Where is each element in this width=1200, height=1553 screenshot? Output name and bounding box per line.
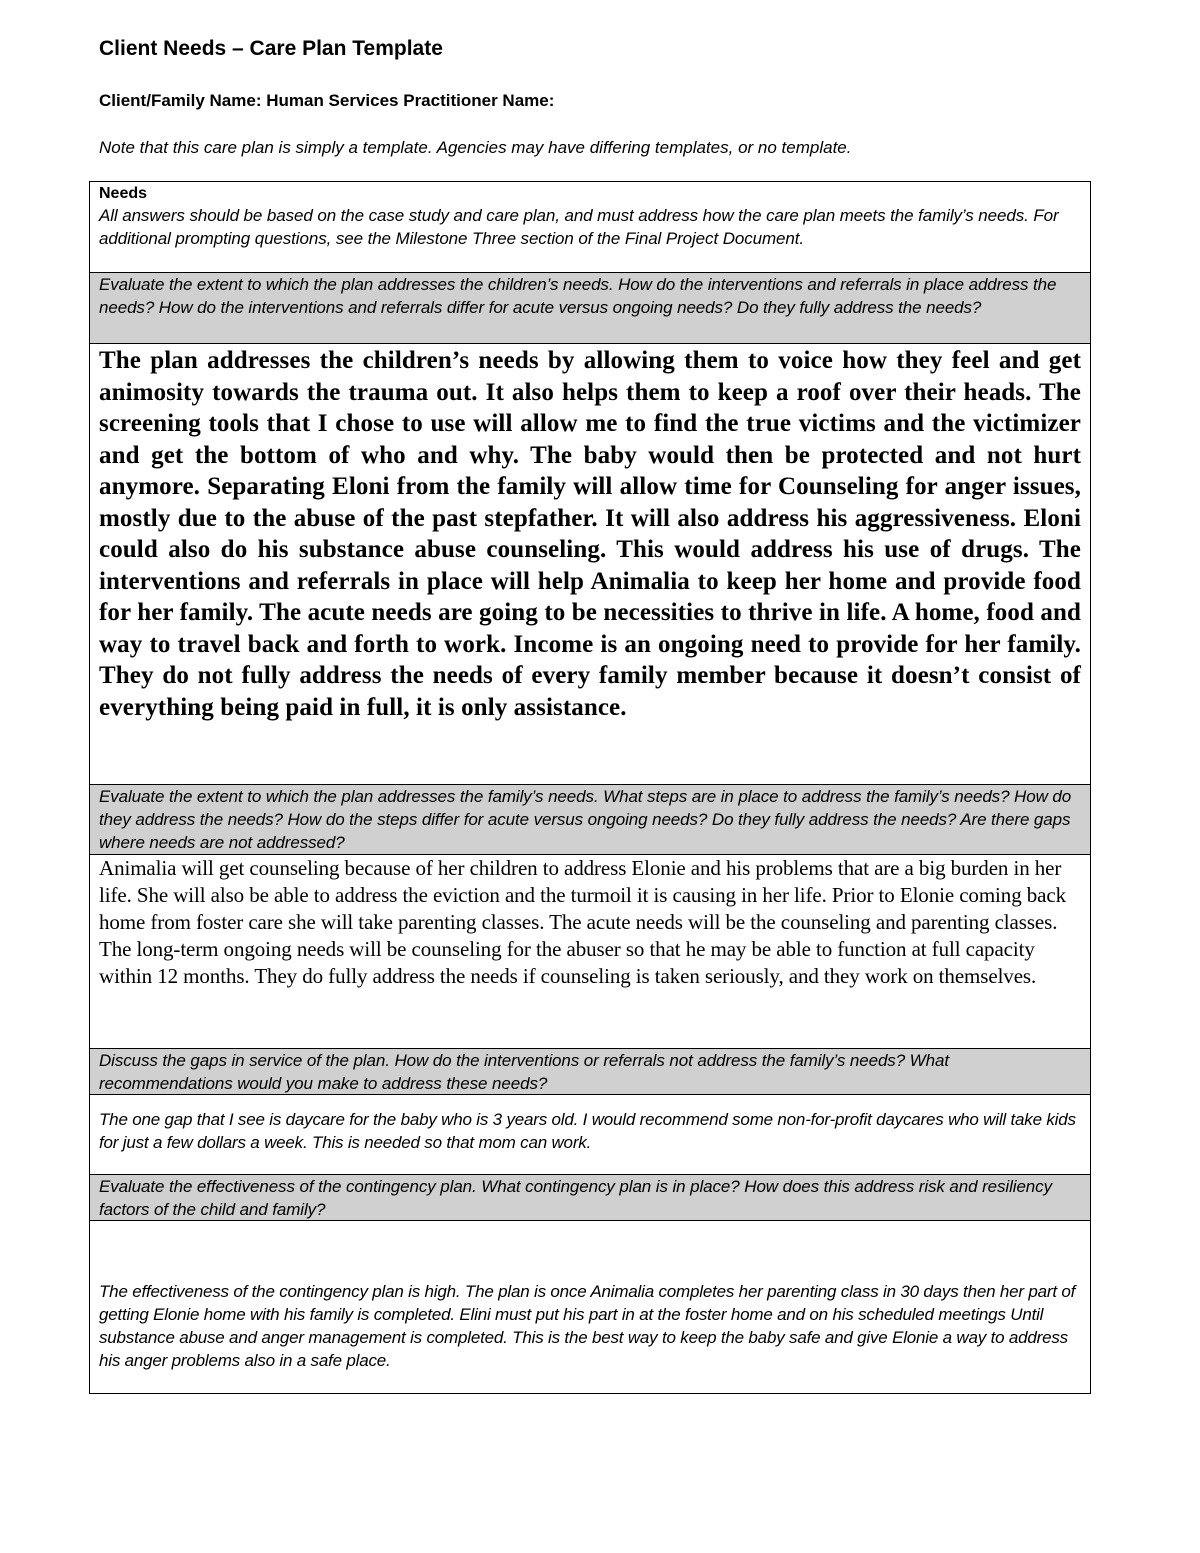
contingency-plan-answer[interactable]: The effectiveness of the contingency plan is high. The plan is once Animalia completes her parenting class in 30 days then her part of getting Elonie home with his family is completed. Elini must put his part in at the foster home and on his scheduled meetings Until substance abuse and anger management is completed. This is the best way to keep the baby safe and give Elonie a way to address his anger problems also in a safe place. — [99, 1282, 1076, 1370]
needs-title: Needs — [99, 185, 148, 202]
contingency-plan-prompt: Evaluate the effectiveness of the contingency plan. What contingency plan is in place? How does this address risk and resiliency factors of the child and family? — [90, 1175, 1090, 1221]
care-plan-table — [89, 181, 1091, 1394]
family-needs-answer[interactable]: Animalia will get counseling because of her children to address Elonie and his problems that are a big burden in her life. She will also be able to address the eviction and the turmoil it is causing in her life. Prior to Elonie coming back home from foster care she will take parenting classes. The acute needs will be the counseling and parenting classes. The long-term ongoing needs will be counseling for the abuser so that he may be able to function at full capacity within 12 months. They do fully address the needs if counseling is taken seriously, and they work on themselves. — [90, 855, 1090, 1049]
needs-header-row — [90, 182, 1090, 273]
children-needs-prompt: Evaluate the extent to which the plan addresses the children’s needs. How do the interventions and referrals in place address the needs? How do the interventions and referrals differ for acute versus ongoing needs? Do they fully address the needs? — [90, 273, 1090, 344]
client-family-name-line: Client/Family Name: Human Services Practitioner Name: — [99, 91, 555, 110]
service-gaps-prompt: Discuss the gaps in service of the plan. How do the interventions or referrals not address the family’s needs? What recommendations would you make to address these needs? — [90, 1049, 1090, 1095]
template-note: Note that this care plan is simply a template. Agencies may have differing templates, or no template. — [99, 138, 852, 157]
document-title: Client Needs – Care Plan Template — [99, 37, 443, 60]
needs-description: All answers should be based on the case study and care plan, and must address how the care plan meets the family’s needs. For additional prompting questions, see the Milestone Three section of the Final Project Document. — [99, 206, 1059, 248]
service-gaps-answer[interactable]: The one gap that I see is daycare for the baby who is 3 years old. I would recommend some non-for-profit daycares who will take kids for just a few dollars a week. This is needed so that mom can work. — [90, 1095, 1090, 1175]
family-needs-prompt: Evaluate the extent to which the plan addresses the family’s needs. What steps are in place to address the family’s needs? How do they address the needs? How do the steps differ for acute versus ongoing needs? Do they fully address the needs? Are there gaps where needs are not addressed? — [90, 785, 1090, 855]
children-needs-answer[interactable]: The plan addresses the children’s needs by allowing them to voice how they feel and get animosity towards the trauma out. It also helps them to keep a roof over their heads. The screening tools that I chose to use will allow me to find the true victims and the victimizer and get the bottom of who and why. The baby would then be protected and not hurt anymore. Separating Eloni from the family will allow time for Counseling for anger issues, mostly due to the abuse of the past stepfather. It will also address his aggressiveness. Eloni could also do his substance abuse counseling. This would address his use of drugs. The interventions and referrals in place will help Animalia to keep her home and provide food for her family. The acute needs are going to be necessities to thrive in life. A home, food and way to travel back and forth to work. Income is an ongoing need to provide for her family. They do not fully address the needs of every family member because it doesn’t consist of everything being paid in full, it is only assistance. — [90, 344, 1090, 785]
